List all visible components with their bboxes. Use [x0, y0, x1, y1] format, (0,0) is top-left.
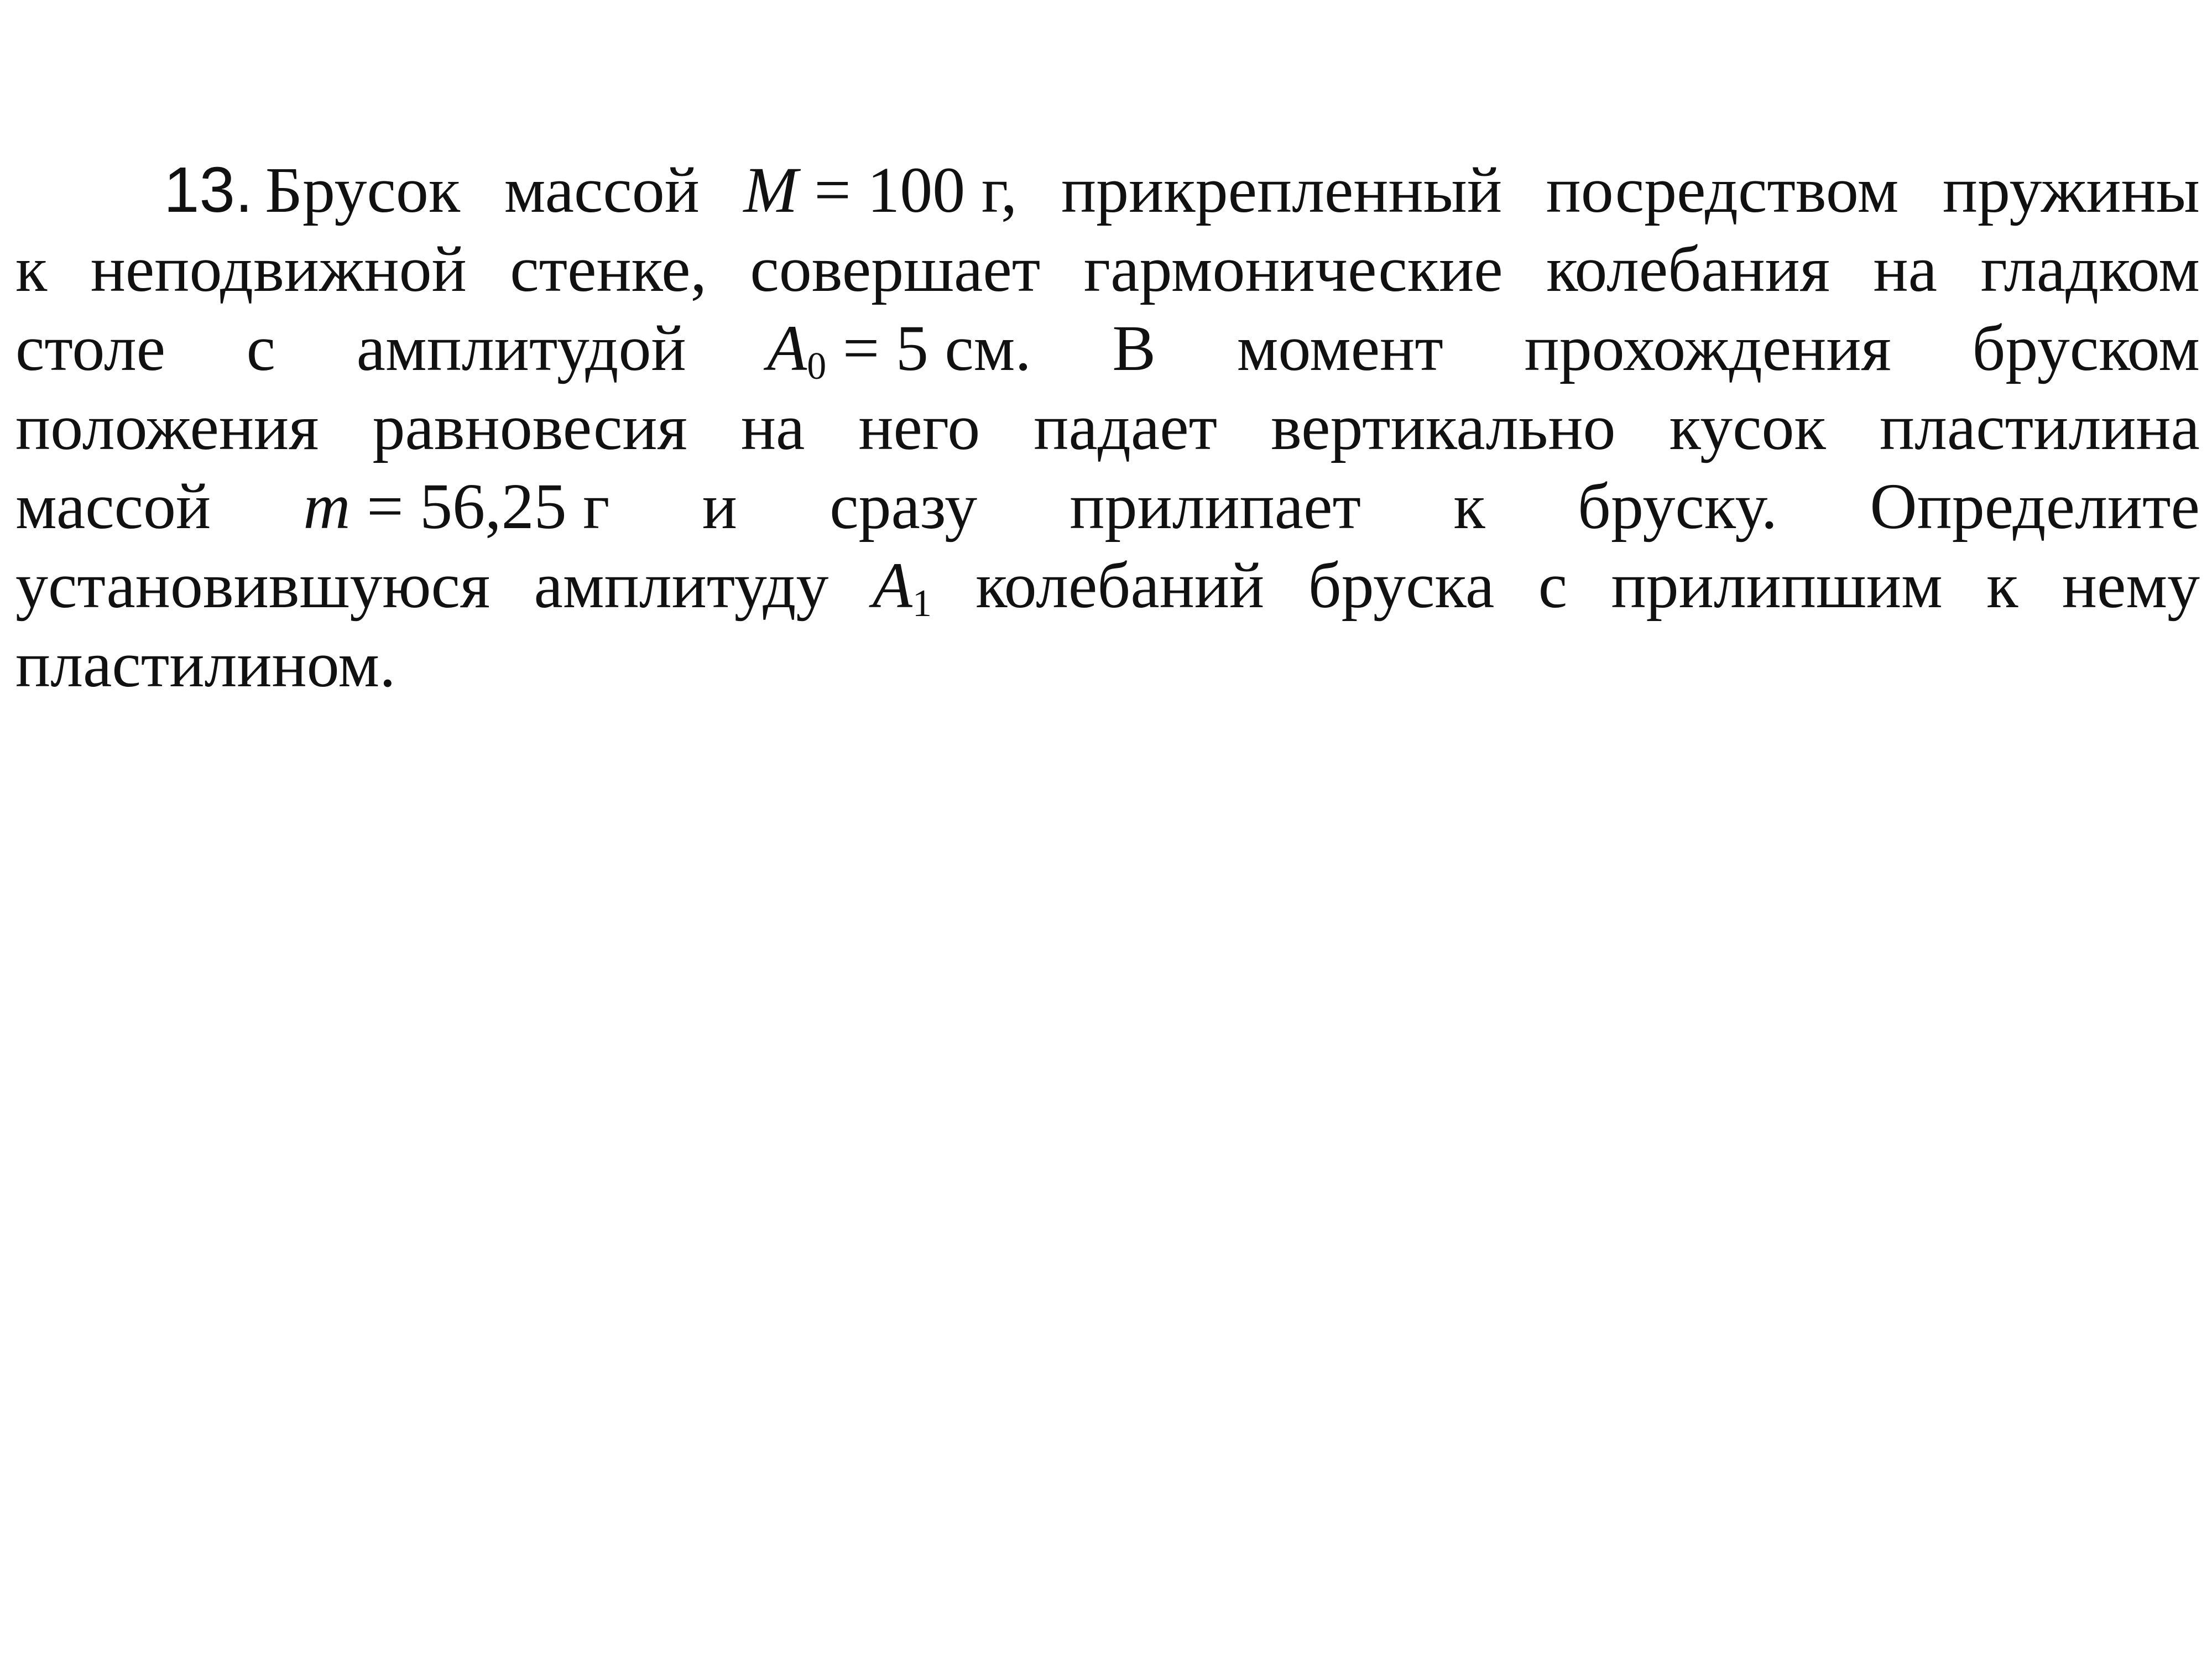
word: прикрепленный: [1061, 154, 1503, 226]
word: с: [1538, 549, 1568, 622]
subscript-1: 1: [912, 582, 932, 625]
variable-A: A: [767, 312, 807, 384]
word: пластилина: [1879, 391, 2200, 463]
value: 56,25: [420, 470, 567, 542]
word: к: [1986, 549, 2018, 622]
word: Определите: [1870, 470, 2200, 542]
problem-line-2: [15, 229, 2200, 309]
word: с: [246, 312, 276, 384]
equals-sign: =: [842, 312, 880, 384]
word: совершает: [750, 233, 1041, 305]
word: на: [740, 391, 805, 463]
word: посредством: [1546, 154, 1899, 226]
word: прилипает: [1070, 470, 1361, 542]
word: положения: [15, 391, 319, 463]
word: неподвижной: [90, 233, 467, 305]
word: массой: [15, 470, 211, 542]
problem-line-5: [15, 467, 2200, 546]
variable-A: A: [872, 549, 912, 622]
word: амплитуду: [534, 549, 829, 622]
unit: г,: [981, 154, 1018, 226]
word: колебания: [1546, 233, 1830, 305]
word: момент: [1237, 312, 1443, 384]
equals-sign: =: [814, 154, 851, 226]
formula-mass-M: [743, 150, 1017, 229]
word: на: [1873, 233, 1938, 305]
problem-line-7: [15, 625, 2200, 704]
unit: см.: [945, 312, 1031, 384]
value: 5: [895, 312, 928, 384]
subscript-0: 0: [807, 345, 827, 388]
unit: г: [583, 470, 610, 542]
word: В: [1112, 312, 1156, 384]
word: гладком: [1980, 233, 2200, 305]
word: равновесия: [372, 391, 687, 463]
problem-line-1: [15, 150, 2200, 229]
word: столе: [15, 312, 166, 384]
equals-sign: =: [367, 470, 404, 542]
word: гармонические: [1083, 233, 1503, 305]
formula-mass-m: [303, 467, 609, 546]
formula-amplitude-A1: [873, 546, 932, 625]
word: установившуюся: [15, 549, 491, 622]
word: бруску.: [1577, 470, 1778, 542]
problem-text: [15, 150, 2200, 704]
value: 100: [867, 154, 966, 226]
word: массой: [504, 154, 700, 226]
problem-line-4: [15, 388, 2200, 467]
problem-line-3: [15, 309, 2200, 388]
word: нему: [2062, 549, 2200, 622]
word: сразу: [830, 470, 978, 542]
word: пластилином.: [15, 628, 396, 701]
word: к: [1453, 470, 1485, 542]
variable-M: M: [743, 154, 798, 226]
line-1-start: [164, 150, 460, 229]
word: вертикально: [1271, 391, 1616, 463]
variable-m: m: [303, 470, 351, 542]
word: прохождения: [1524, 312, 1891, 384]
word: прилипшим: [1611, 549, 1943, 622]
word: и: [702, 470, 737, 542]
word: к: [15, 233, 48, 305]
word: стенке,: [510, 233, 707, 305]
word: пружины: [1942, 154, 2200, 226]
word: него: [858, 391, 980, 463]
word: Брусок: [265, 154, 461, 226]
problem-line-6: [15, 546, 2200, 625]
word: колебаний: [975, 549, 1265, 622]
word: бруска: [1308, 549, 1495, 622]
word: кусок: [1669, 391, 1826, 463]
problem-number: 13.: [164, 154, 253, 226]
word: падает: [1034, 391, 1218, 463]
word: амплитудой: [356, 312, 686, 384]
word: бруском: [1972, 312, 2200, 384]
formula-amplitude-A0: [767, 309, 1031, 388]
